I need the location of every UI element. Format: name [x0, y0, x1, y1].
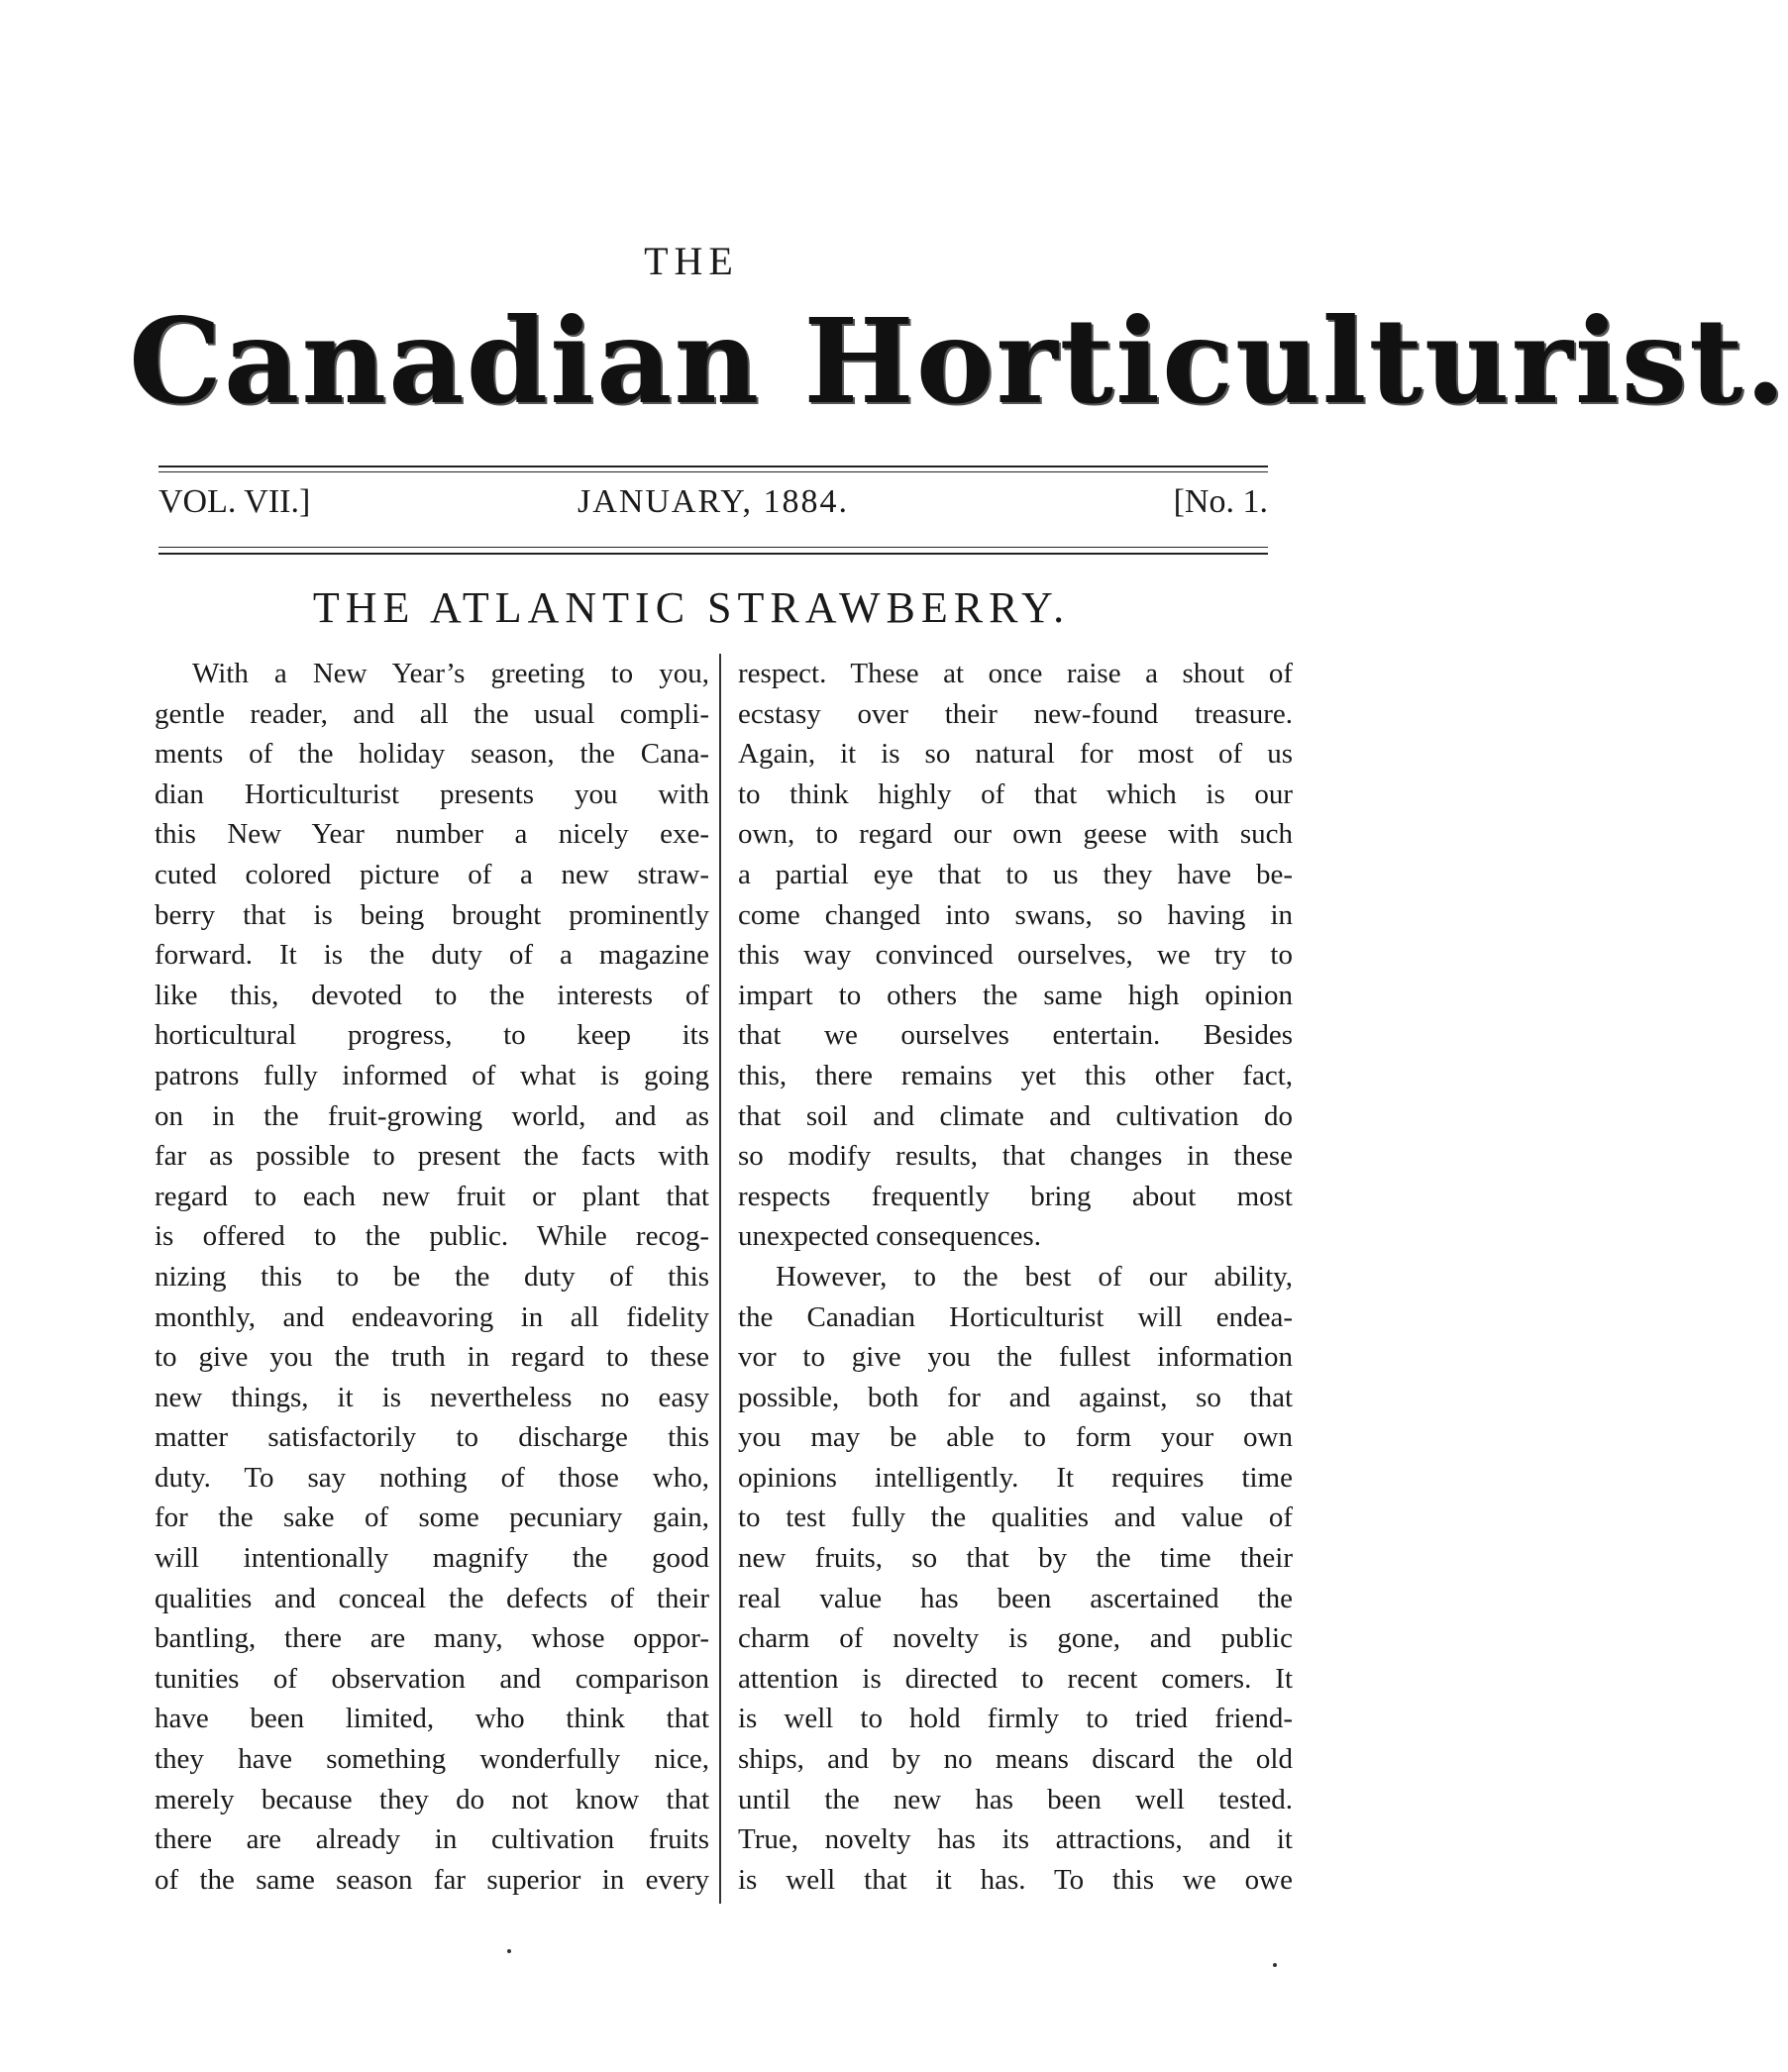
- issue-date: JANUARY, 1884.: [578, 483, 849, 520]
- article-line: a partial eye that to us they have be-: [738, 858, 1293, 890]
- article-line: come changed into swans, so having in: [738, 898, 1293, 931]
- masthead-rule-top: [158, 466, 1268, 467]
- article-line: respect. These at once raise a shout of: [738, 658, 1293, 689]
- article-line: impart to others the same high opinion: [738, 979, 1293, 1011]
- article-line: this, there remains yet this other fact,: [738, 1059, 1293, 1091]
- article-line: merely because they do not know that: [155, 1783, 709, 1815]
- article-line: ments of the holiday season, the Cana-: [155, 738, 709, 771]
- article-line: is well that it has. To this we owe: [738, 1863, 1293, 1896]
- article-column-right: [738, 654, 1293, 1900]
- article-line: respects frequently bring about most: [738, 1180, 1293, 1212]
- issue-rule-bottom: [158, 553, 1268, 555]
- article-line: far as possible to present the facts with: [155, 1140, 709, 1173]
- article-line: ecstasy over their new-found treasure.: [738, 697, 1293, 730]
- article-line: this New Year number a nicely exe-: [155, 818, 709, 851]
- article-line: own, to regard our own geese with such: [738, 818, 1293, 851]
- article-line: nizing this to be the duty of this: [155, 1260, 709, 1293]
- article-line: regard to each new fruit or plant that: [155, 1180, 709, 1212]
- issue-rule-thin: [158, 547, 1268, 548]
- article-line: on in the fruit-growing world, and as: [155, 1099, 709, 1132]
- article-line: have been limited, who think that: [155, 1703, 709, 1735]
- article-line: Again, it is so natural for most of us: [738, 738, 1293, 771]
- article-line: However, to the best of our ability,: [776, 1260, 1293, 1293]
- article-line: to think highly of that which is our: [738, 777, 1293, 810]
- article-line: With a New Year’s greeting to you,: [192, 658, 709, 689]
- article-line: vor to give you the fullest information: [738, 1341, 1293, 1374]
- article-line: new fruits, so that by the time their: [738, 1542, 1293, 1575]
- article-line: gentle reader, and all the usual compli-: [155, 697, 709, 730]
- article-line: like this, devoted to the interests of: [155, 979, 709, 1011]
- article-line: ships, and by no means discard the old: [738, 1743, 1293, 1776]
- article-line: unexpected consequences.: [738, 1220, 1041, 1253]
- article-line: possible, both for and against, so that: [738, 1381, 1293, 1413]
- article-title: THE ATLANTIC STRAWBERRY.: [312, 583, 1071, 632]
- article-line: tunities of observation and comparison: [155, 1662, 709, 1695]
- print-speck: [1273, 1963, 1277, 1967]
- article-line: that soil and climate and cultivation do: [738, 1099, 1293, 1132]
- article-line: patrons fully informed of what is going: [155, 1059, 709, 1091]
- article-line: new things, it is nevertheless no easy: [155, 1381, 709, 1413]
- article-line: there are already in cultivation fruits: [155, 1823, 709, 1856]
- article-line: horticultural progress, to keep its: [155, 1019, 709, 1052]
- article-line: cuted colored picture of a new straw-: [155, 858, 709, 890]
- article-line: for the sake of some pecuniary gain,: [155, 1502, 709, 1534]
- article-line: to give you the truth in regard to these: [155, 1341, 709, 1374]
- masthead-the: THE: [644, 239, 739, 283]
- article-line: of the same season far superior in every: [155, 1863, 709, 1896]
- issue-volume: VOL. VII.]: [158, 483, 311, 520]
- masthead-title: Canadian Horticulturist.: [129, 292, 1788, 430]
- article-line: dian Horticulturist presents you with: [155, 777, 709, 810]
- article-line: the Canadian Horticulturist will endea-: [738, 1300, 1293, 1333]
- column-divider: [719, 654, 721, 1904]
- article-column-left: [155, 654, 709, 1900]
- article-line: real value has been ascertained the: [738, 1582, 1293, 1614]
- masthead-rule-thin: [158, 471, 1268, 472]
- article-line: opinions intelligently. It requires time: [738, 1461, 1293, 1494]
- article-line: bantling, there are many, whose oppor-: [155, 1622, 709, 1655]
- article-line: is well to hold firmly to tried friend-: [738, 1703, 1293, 1735]
- article-line: until the new has been well tested.: [738, 1783, 1293, 1815]
- article-line: to test fully the qualities and value of: [738, 1502, 1293, 1534]
- article-line: so modify results, that changes in these: [738, 1140, 1293, 1173]
- article-line: matter satisfactorily to discharge this: [155, 1421, 709, 1454]
- article-line: True, novelty has its attractions, and it: [738, 1823, 1293, 1856]
- article-line: qualities and conceal the defects of their: [155, 1582, 709, 1614]
- article-line: this way convinced ourselves, we try to: [738, 939, 1293, 972]
- issue-number: [No. 1.: [1173, 483, 1268, 520]
- article-line: will intentionally magnify the good: [155, 1542, 709, 1575]
- article-line: forward. It is the duty of a magazine: [155, 939, 709, 972]
- article-line: is offered to the public. While recog-: [155, 1220, 709, 1253]
- print-speck: [507, 1949, 511, 1953]
- article-line: monthly, and endeavoring in all fidelity: [155, 1300, 709, 1333]
- article-line: they have something wonderfully nice,: [155, 1743, 709, 1776]
- article-line: that we ourselves entertain. Besides: [738, 1019, 1293, 1052]
- article-line: attention is directed to recent comers. It: [738, 1662, 1293, 1695]
- article-line: duty. To say nothing of those who,: [155, 1461, 709, 1494]
- article-line: berry that is being brought prominently: [155, 898, 709, 931]
- article-line: you may be able to form your own: [738, 1421, 1293, 1454]
- issue-line: [158, 483, 1268, 539]
- article-line: charm of novelty is gone, and public: [738, 1622, 1293, 1655]
